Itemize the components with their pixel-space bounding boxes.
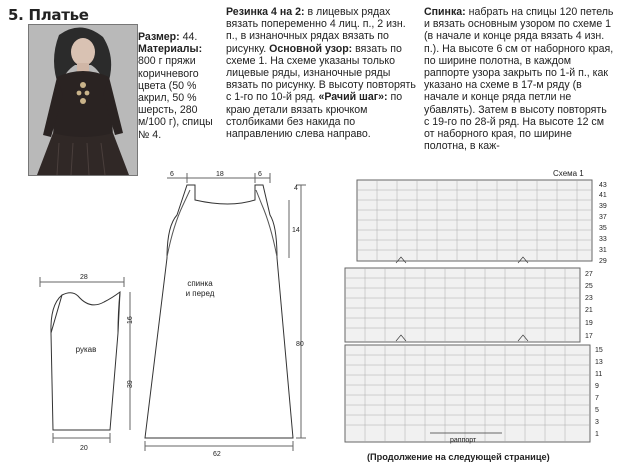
svg-text:9: 9 <box>595 383 599 390</box>
pattern-row-numbers-bottom <box>595 347 603 438</box>
rib-text: в лицевых рядах вязать попеременно 4 лиц. п., 2 изн. п., в изнаночных рядах вязать по рисунку. <box>226 6 406 55</box>
svg-text:27: 27 <box>585 271 593 278</box>
svg-text:33: 33 <box>599 236 607 243</box>
main-pattern-text: вязать по схеме 1. На схеме указаны только лицевые ряды, изнаночные ряды вязать по рисунку. В высоту повторять с 1-го по 10-й ряд. <box>226 42 416 104</box>
continuation-footer: (Продолжение на следующей странице) <box>367 452 550 462</box>
svg-text:15: 15 <box>595 347 603 354</box>
sleeve-dim-length: 39 <box>127 380 134 388</box>
svg-text:1: 1 <box>595 431 599 438</box>
main-pattern-label: Основной узор: <box>269 42 353 55</box>
svg-text:23: 23 <box>585 295 593 302</box>
svg-text:29: 29 <box>599 258 607 265</box>
svg-text:7: 7 <box>595 395 599 402</box>
svg-text:41: 41 <box>599 192 607 199</box>
svg-text:3: 3 <box>595 419 599 426</box>
svg-text:25: 25 <box>585 283 593 290</box>
pattern-title: Схема 1 <box>553 169 584 178</box>
svg-text:37: 37 <box>599 214 607 221</box>
crab-stitch-text: по краю детали вязать крючком столбиками без накида по направлению слева направо. <box>226 91 403 141</box>
svg-text:13: 13 <box>595 359 603 366</box>
pattern-grid <box>345 180 592 442</box>
svg-text:39: 39 <box>599 203 607 210</box>
dim-neck-depth: 14 <box>292 227 300 234</box>
sleeve-dim-cap: 16 <box>127 316 134 324</box>
dim-top-right: 6 <box>258 171 262 178</box>
page-title: 5. Платье <box>8 6 89 24</box>
dim-top-left: 6 <box>170 171 174 178</box>
pattern-row-numbers-top <box>599 182 607 265</box>
crab-stitch-label: «Рачий шаг»: <box>318 91 388 104</box>
sleeve-dim-top: 28 <box>80 274 88 281</box>
body-label-line2: и перед <box>185 289 215 298</box>
materials-label: Материалы: <box>138 43 203 56</box>
svg-text:19: 19 <box>585 320 593 327</box>
svg-text:5: 5 <box>595 407 599 414</box>
dim-shoulder: 4 <box>294 185 298 192</box>
back-text: набрать на спицы 120 петель и вязать основным узором по схеме 1 (в начале и конце ряда вязать 4 изн. п.). На высоте 6 см от наборного края, по ширине полотна, в каждом раппорте узора закрыть по 1-й п., как указано на схеме в 17-м ряду (в начале и конце ряда петли не убавлять). Затем в высоту повторять с 19-го по 28-й ряд. На высоте 12 см от наборного края, по ширине полотна, в каж- <box>424 6 614 153</box>
sleeve-label: рукав <box>75 345 97 354</box>
size-label: Размер: <box>138 31 180 43</box>
size-value: 44. <box>179 31 198 43</box>
svg-text:31: 31 <box>599 247 607 254</box>
svg-text:43: 43 <box>599 182 607 189</box>
sleeve-dim-bottom: 20 <box>80 445 88 452</box>
svg-text:11: 11 <box>595 371 603 378</box>
back-label: Спинка: <box>424 6 466 18</box>
materials-text: 800 г пряжи коричневого цвета (50 % акрил, 50 % шерсть, 280 м/100 г), спицы № 4. <box>138 55 213 141</box>
svg-text:35: 35 <box>599 225 607 232</box>
svg-text:17: 17 <box>585 333 593 340</box>
sleeve-piece-diagram <box>40 277 130 443</box>
dim-top-mid: 18 <box>216 171 224 178</box>
dim-bottom: 62 <box>213 451 221 458</box>
pattern-row-numbers-mid <box>585 271 593 340</box>
svg-text:21: 21 <box>585 307 593 314</box>
repeat-label: раппорт <box>450 437 477 444</box>
dim-height: 80 <box>296 341 304 348</box>
body-piece-diagram <box>145 173 306 451</box>
body-label-line1: спинка <box>187 279 213 288</box>
rib-label: Резинка 4 на 2: <box>226 6 305 18</box>
